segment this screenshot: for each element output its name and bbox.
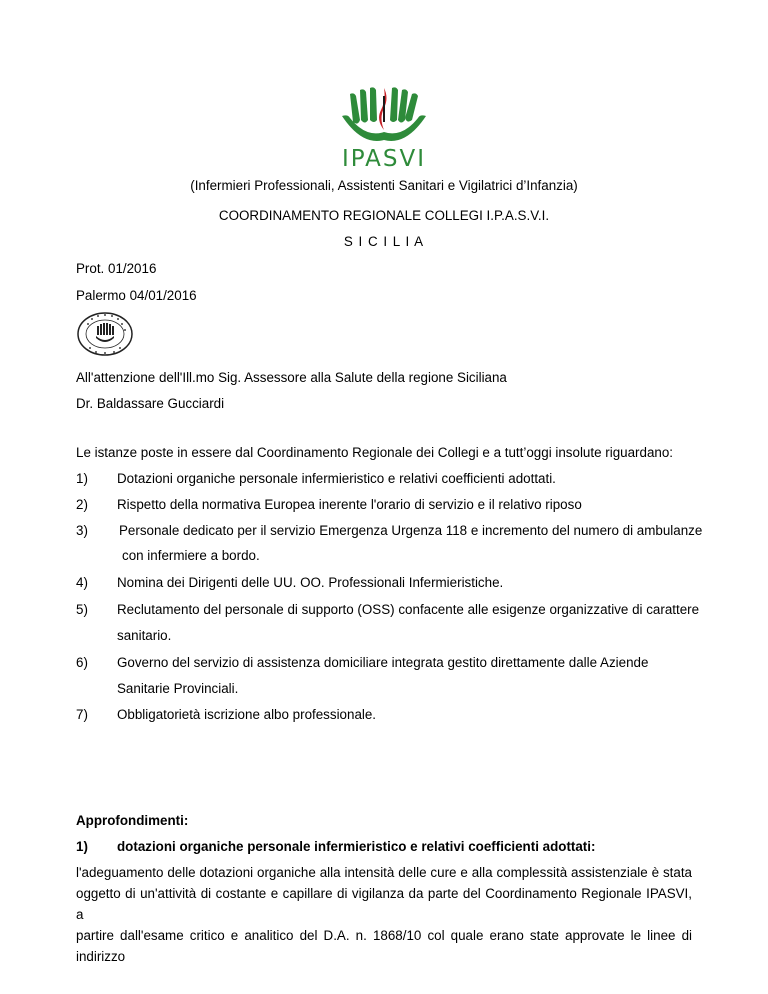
list-item-text: Personale dedicato per il servizio Emergenza Urgenza 118 e incremento del numero di ambulanze [119, 523, 703, 538]
addressee-name: Dr. Baldassare Gucciardi [76, 396, 225, 411]
logo-wordmark: IPASVI [341, 146, 427, 172]
list-item-number: 2) [76, 497, 88, 512]
ipasvi-logo [336, 86, 432, 176]
list-item-text: Rispetto della normativa Europea inerente l'orario di servizio e il relativo riposo [117, 497, 582, 512]
list-item-number: 5) [76, 602, 88, 617]
paragraph-line: partire dall'esame critico e analitico del D.A. n. 1868/10 col quale erano state approvate le linee di indirizzo [76, 928, 692, 964]
paragraph-line: oggetto di un'attività di costante e capillare di vigilanza da parte del Coordinamento Regionale IPASVI, a [76, 886, 692, 922]
list-item-text: Obbligatorietà iscrizione albo professionale. [117, 707, 377, 722]
place-date: Palermo 04/01/2016 [76, 288, 197, 303]
intro-text: Le istanze poste in essere dal Coordinamento Regionale dei Collegi e a tutt’oggi insolute riguardano: [76, 445, 674, 460]
list-item-text: Governo del servizio di assistenza domiciliare integrata gestito direttamente dalle Aziende [117, 655, 649, 670]
list-item-continuation: sanitario. [117, 628, 172, 643]
list-item-number: 4) [76, 575, 88, 590]
coordination-title: COORDINAMENTO REGIONALE COLLEGI I.P.A.S.V.I. [218, 208, 550, 223]
subsection-title: dotazioni organiche personale infermieristico e relativi coefficienti adottati: [117, 839, 596, 854]
list-item-number: 6) [76, 655, 88, 670]
paragraph-line: l'adeguamento delle dotazioni organiche alla intensità delle cure e alla complessità assistenziale è stata [76, 865, 692, 880]
org-subtitle: (Infermieri Professionali, Assistenti Sanitari e Vigilatrici d’Infanzia) [190, 178, 578, 193]
list-item-number: 3) [76, 523, 88, 538]
list-item-continuation: con infermiere a bordo. [122, 548, 260, 563]
list-item-continuation: Sanitarie Provinciali. [117, 681, 239, 696]
list-item-text: Reclutamento del personale di supporto (OSS) confacente alle esigenze organizzative di carattere [117, 602, 700, 617]
list-item-text: Nomina dei Dirigenti delle UU. OO. Professionali Infermieristiche. [117, 575, 504, 590]
list-item-number: 7) [76, 707, 88, 722]
protocol-number: Prot. 01/2016 [76, 261, 157, 276]
seal-stamp-icon [76, 310, 134, 358]
section-heading: Approfondimenti: [76, 813, 189, 828]
region-title: S I C I L I A [343, 234, 425, 249]
list-item-text: Dotazioni organiche personale infermieristico e relativi coefficienti adottati. [117, 471, 556, 486]
coordination-seal [76, 310, 134, 358]
ipasvi-hands-emblem-icon [336, 86, 432, 146]
list-item-number: 1) [76, 471, 88, 486]
subsection-number: 1) [76, 839, 88, 854]
body-paragraph [76, 862, 692, 967]
addressee-line: All'attenzione dell'Ill.mo Sig. Assessore alla Salute della regione Siciliana [76, 370, 507, 385]
